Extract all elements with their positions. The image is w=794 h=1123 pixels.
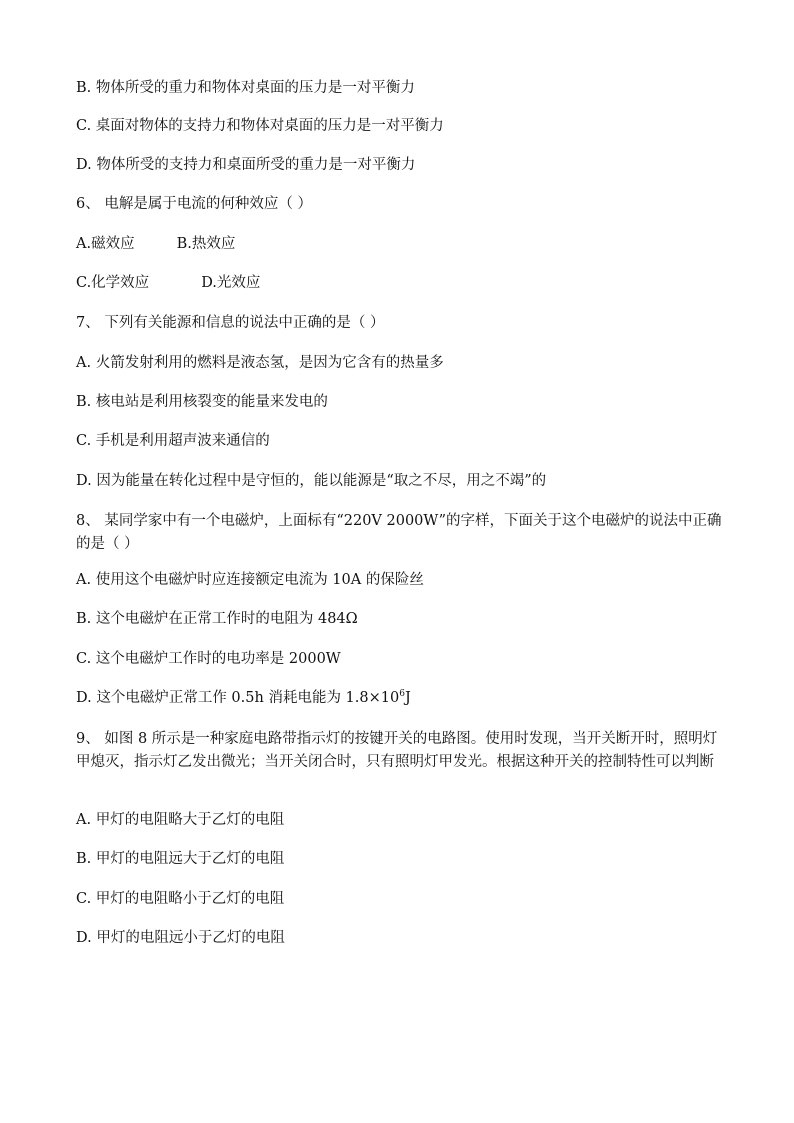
q6-option-d: D.光效应 — [201, 275, 261, 291]
q8-option-d-unit: J — [404, 690, 411, 706]
q7-stem: 7、 下列有关能源和信息的说法中正确的是（ ） — [76, 315, 385, 331]
q9-option-c: C. 甲灯的电阻略小于乙灯的电阻 — [76, 891, 285, 907]
q6-options-row-1 — [76, 234, 726, 254]
q6-option-b: B.热效应 — [176, 236, 236, 252]
q8-option-c: C. 这个电磁炉工作时的电功率是 2000W — [76, 651, 341, 667]
q6-options-row-2 — [76, 273, 726, 293]
q8-option-a: A. 使用这个电磁炉时应连接额定电流为 10A 的保险丝 — [76, 572, 424, 588]
q9-option-a: A. 甲灯的电阻略大于乙灯的电阻 — [76, 812, 285, 828]
q8-option-d — [76, 688, 726, 708]
q6-option-c: C.化学效应 — [76, 275, 150, 291]
q9-option-b: B. 甲灯的电阻远大于乙灯的电阻 — [76, 851, 285, 867]
q5-option-b: B. 物体所受的重力和物体对桌面的压力是一对平衡力 — [76, 80, 415, 96]
q7-option-b: B. 核电站是利用核裂变的能量来发电的 — [76, 394, 328, 410]
q6-option-a: A.磁效应 — [76, 236, 135, 252]
q8-option-d-text: D. 这个电磁炉正常工作 0.5h 消耗电能为 1.8×10 — [76, 690, 400, 706]
q6-stem: 6、 电解是属于电流的何种效应（ ） — [76, 196, 312, 212]
q5-option-c: C. 桌面对物体的支持力和物体对桌面的压力是一对平衡力 — [76, 118, 444, 134]
q8-stem: 8、 某同学家中有一个电磁炉，上面标有“220V 2000W”的字样，下面关于这个电磁炉的说法中正确的是（ ） — [76, 513, 722, 552]
q9-option-d: D. 甲灯的电阻远小于乙灯的电阻 — [76, 930, 285, 946]
q8-option-b: B. 这个电磁炉在正常工作时的电阻为 484Ω — [76, 611, 358, 627]
q7-option-c: C. 手机是利用超声波来通信的 — [76, 433, 270, 449]
q8-option-d-exponent: 6 — [399, 689, 405, 700]
q9-stem: 9、 如图 8 所示是一种家庭电路带指示灯的按键开关的电路图。使用时发现，当开关断开时，照明灯甲熄灭，指示灯乙发出微光；当开关闭合时，只有照明灯甲发光。根据这种开关的控制特性可以判断 — [76, 731, 718, 770]
q5-option-d: D. 物体所受的支持力和桌面所受的重力是一对平衡力 — [76, 157, 416, 173]
q7-option-a: A. 火箭发射利用的燃料是液态氢，是因为它含有的热量多 — [76, 355, 444, 371]
q7-option-d: D. 因为能量在转化过程中是守恒的，能以能源是“取之不尽，用之不竭”的 — [76, 473, 547, 489]
